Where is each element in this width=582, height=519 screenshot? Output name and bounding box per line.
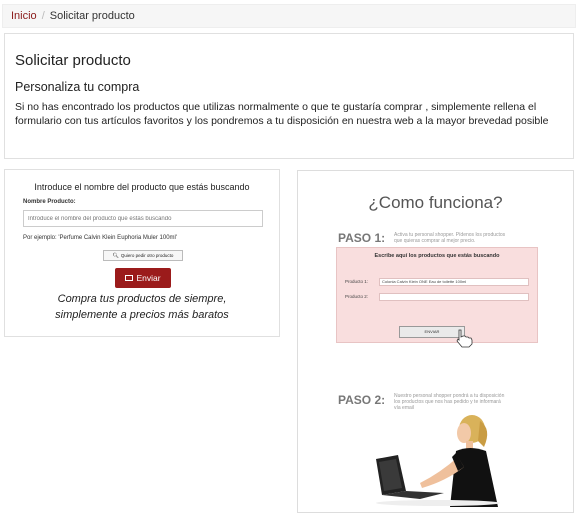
breadcrumb-separator: /	[41, 10, 45, 22]
request-other-product-label: Quiero pedir otro producto	[120, 253, 174, 258]
demo-product1-label: Producto 1:	[345, 279, 369, 284]
form-example-text: Por ejemplo: 'Perfume Calvin Klein Euphoria Muler 100ml'	[23, 235, 178, 241]
search-icon: 🔍︎	[112, 253, 119, 259]
step1-text-line-1: Activa tu personal shopper. Pídenos los productos	[394, 232, 506, 238]
send-button[interactable]	[115, 268, 171, 288]
send-button-label: Enviar	[136, 273, 161, 283]
step2-text	[394, 393, 504, 411]
how-it-works-title: ¿Como funciona?	[368, 193, 503, 212]
form-title: Introduce el nombre del producto que estás buscando	[34, 182, 250, 192]
page-title: Solicitar producto	[15, 52, 131, 69]
demo-send-button: ENVIAR	[399, 326, 465, 338]
demo-form-title: Escribe aquí los productos que estás buscando	[374, 253, 500, 259]
product-name-input[interactable]	[23, 210, 263, 227]
slogan-line-1: Compra tus productos de siempre,	[57, 293, 227, 305]
step2-text-line-1: Nuestro personal shopper pondrá a tu disposición	[394, 393, 505, 399]
intro-description: Si no has encontrado los productos que utilizas normalmente o que te gustaría comprar , simplemente rellena el formulario con tus artículos favoritos y los pondremos a tu disposición en nuestra web a la mayor brevedad posible	[15, 101, 549, 127]
demo-product1-field: Colonia Calvin Klein ONE Eau de toilette 100ml	[379, 278, 529, 286]
step1-text	[394, 232, 505, 244]
slogan-line-2: simplemente a precios más baratos	[55, 309, 229, 321]
product-name-label: Nombre Producto:	[23, 199, 76, 205]
step1-label: PASO 1:	[338, 231, 386, 245]
pointer-hand-icon	[453, 328, 475, 348]
breadcrumb-current: Solicitar producto	[49, 10, 135, 22]
breadcrumb-home-link[interactable]: Inicio	[11, 10, 37, 22]
envelope-icon	[125, 275, 133, 281]
step2-label: PASO 2:	[338, 393, 386, 407]
request-form-panel	[4, 169, 280, 337]
step2-text-line-2: los productos que nos has pedido y te informará	[394, 399, 501, 405]
woman-laptop-illustration	[368, 411, 518, 511]
demo-form-box	[336, 247, 538, 343]
breadcrumb	[2, 4, 576, 28]
intro-panel	[4, 33, 574, 159]
step2-text-line-3: vía email	[394, 405, 415, 411]
request-other-product-button[interactable]	[103, 250, 183, 261]
demo-product2-label: Producto 2:	[345, 294, 369, 299]
how-it-works-panel	[297, 170, 574, 513]
slogan	[5, 291, 279, 323]
demo-product2-field	[379, 293, 529, 301]
page-subtitle: Personaliza tu compra	[15, 80, 140, 94]
step1-text-line-2: que quieras comprar al mejor precio.	[394, 238, 476, 244]
